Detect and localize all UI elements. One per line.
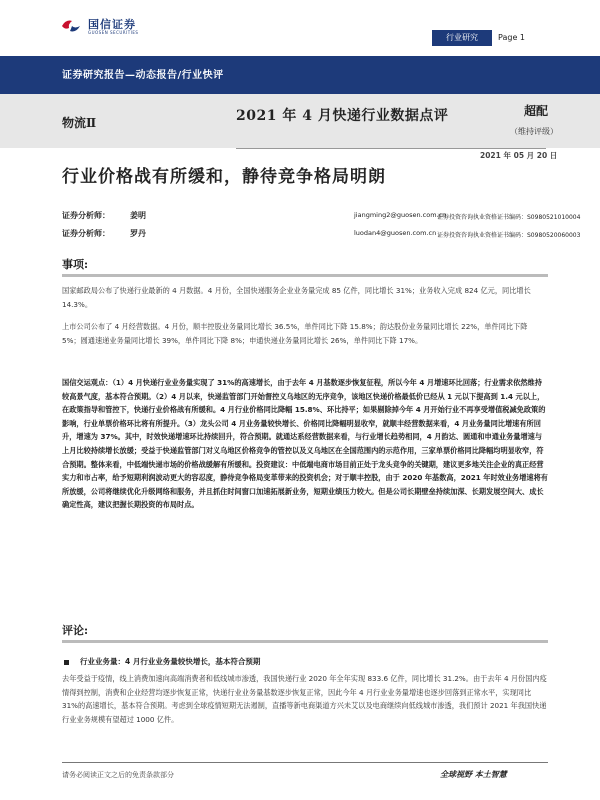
guosen-logo-icon: [60, 18, 82, 34]
events-paragraph-1: 国家邮政局公布了快递行业最新的 4 月数据。4 月份，全国快递服务企业业务量完成 85 亿件，同比增长 31%；业务收入完成 824 亿元，同比增长 14.3%。: [62, 286, 531, 309]
report-date: 2021 年 05 月 20 日: [480, 151, 558, 160]
report-title: 2021 年 4 月快递行业数据点评: [236, 108, 449, 124]
section-bar: [62, 274, 548, 277]
divider: [236, 148, 546, 149]
analyst-role: 证券分析师：: [62, 211, 110, 220]
headline: 行业价格战有所缓和，静待竞争格局明朗: [62, 167, 386, 187]
report-type: 证券研究报告—动态报告/行业快评: [62, 70, 224, 81]
footer-divider: [62, 762, 548, 763]
analyst-cert: 证券投资咨询执业资格证书编码：S0980520060003: [437, 232, 581, 239]
rating-note: （维持评级）: [510, 127, 558, 136]
report-category-tag: 行业研究: [432, 30, 492, 46]
logo-name: 国信证券: [88, 18, 136, 31]
rating: 超配: [524, 104, 549, 118]
footer-slogan: 全球视野 本土智慧: [440, 769, 507, 779]
analyst-email[interactable]: jiangming2@guosen.com.cn: [354, 211, 447, 219]
disclaimer-note: 请务必阅读正文之后的免责条款部分: [62, 771, 174, 779]
analyst-email[interactable]: luodan4@guosen.com.cn: [354, 229, 437, 237]
analyst-name: 姜明: [130, 211, 146, 220]
comments-section-header: [62, 622, 548, 643]
events-section-header: [62, 256, 548, 277]
bullet-square-icon: [64, 660, 69, 665]
comment-bullet: 行业业务量：4 月行业业务量较快增长，基本符合预期: [80, 657, 261, 666]
comments-paragraph-1: 去年受益于疫情，线上消费加速向高端消费者和低线城市渗透，我国快递行业 2020 年全年实现 833.6 亿件，同比增长 31.2%。由于去年 4 月份国内疫情得到控制，消费和企业经营均逐步恢复正常，快递行业业务量基数逐步恢复正常，因此今年 4 月行业业务量增速也逐步回落到正常水平，实现同比 31%的高速增长，基本符合预期。考虑到全球疫情短期无法遏制，直播等新电商渠道方兴未艾以及电商继续向低线城市渗透，我们预计 2021 年我国快递行业业务规模有望超过 1000 亿件。: [62, 674, 547, 724]
industry-category: 物流Ⅱ: [62, 116, 97, 130]
page-number: Page 1: [498, 33, 525, 42]
events-paragraph-2: 上市公司公布了 4 月经营数据。4 月份，顺丰控股业务量同比增长 36.5%，单件同比下降 15.8%；韵达股份业务量同比增长 22%，单件同比下降 5%；圆通速递业务量同比增长 39%，单件同比下降 8%；申通快递业务量同比增长 26%，单件同比下降 17%。: [62, 322, 528, 345]
analyst-name: 罗丹: [130, 229, 146, 238]
analyst-cert: 证券投资咨询执业资格证书编码：S0980521010004: [437, 214, 581, 221]
section-bar: [62, 640, 548, 643]
comments-heading: 评论:: [62, 624, 89, 637]
analyst-role: 证券分析师：: [62, 229, 110, 238]
logo-english-name: GUOSEN SECURITIES: [88, 30, 139, 35]
events-viewpoint: 国信交运观点：（1）4 月快递行业业务量实现了 31%的高速增长，由于去年 4 月基数逐步恢复征程，所以今年 4 月增速环比回落；行业需求依然维持较高景气度，基本符合预期。（2）4 月以来，快递监管部门开始督控义乌地区的无序竞争，该地区快递价格最低价已经从 1 元以下提高到 1.4 元以上，在政策指导和管控下，快递行业价格战有所缓和。4 月行业价格同比降幅 15.8%、环比持平；如果剔除掉今年 4 月开始行业不再享受增值税减免政策的影响，行业单票价格环比将有所提升。（3）龙头公司 4 月业务量较快增长、价格同比降幅明显收窄，就顺丰经营数据来看，4 月业务量同比增速有所回升，增速为 37%。其中，时效快递增速环比持续回升，符合预期。就通达系经营数据来看，与行业增长趋势相同，4 月韵达、圆通和申通业务量增速与上月比较持续增长放缓；受益于快递监管部门对义乌地区价格竞争的管控以及义乌地区在全国范围内的示范作用，三家单票价格同比降幅均明显收窄，符合预期。整体来看，中低端快递市场的价格战缓解有所缓和。投资建议：中低端电商市场目前正处于龙头竞争的关键期，建议更多地关注企业的真正经营实力和市占率，给予短期利润波动更大的容忍度，静待竞争格局变革带来的投资机会；对于顺丰控股，由于 2020 年基数高，2021 年时效业务增速将有所放缓，公司将继续优化升级网络和服务，并且抓住时间窗口加速拓展新业务，短期业绩压力较大。但是公司长期壁垒持续加深、长期发展空间大、成长确定性高，建议把握长期投资的布局时点。: [62, 378, 548, 510]
events-heading: 事项:: [62, 258, 89, 271]
